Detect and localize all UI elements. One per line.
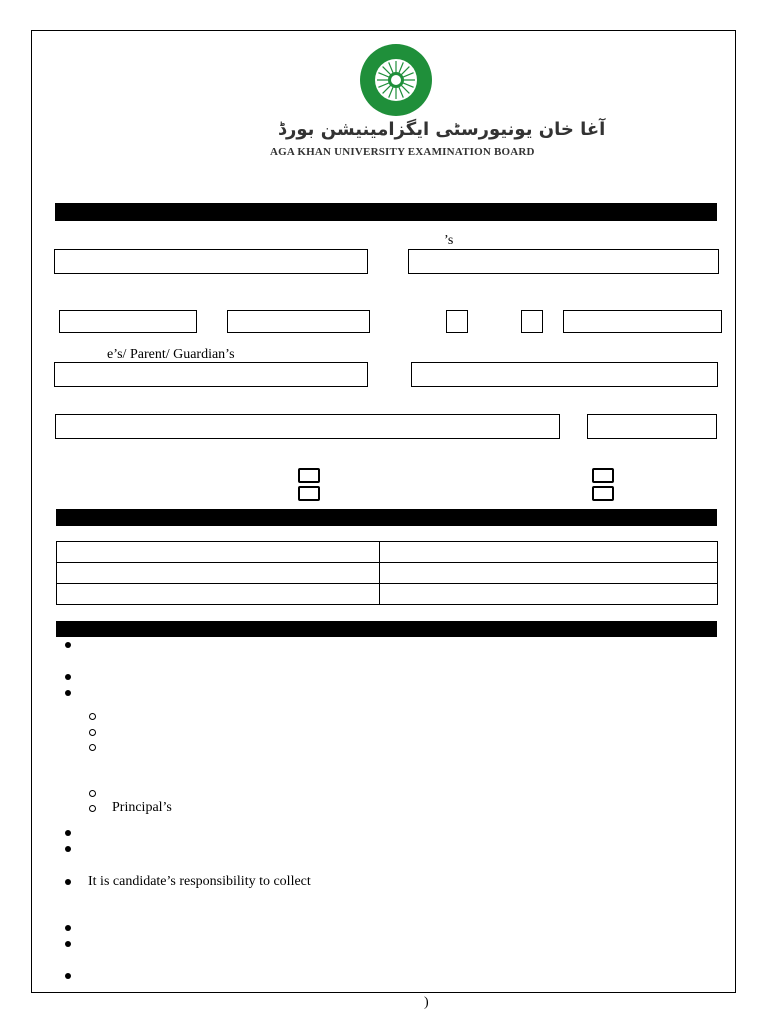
university-seal bbox=[359, 43, 433, 117]
dob-field[interactable] bbox=[59, 310, 197, 333]
extra-field[interactable] bbox=[563, 310, 722, 333]
address-field[interactable] bbox=[55, 414, 560, 439]
label-guardian: e’s/ Parent/ Guardian’s bbox=[107, 347, 235, 362]
footer-paren: ) bbox=[424, 995, 429, 1010]
section-bar-instructions bbox=[56, 621, 717, 637]
bullet-4 bbox=[65, 830, 71, 836]
collect-text: It is candidate’s responsibility to collect bbox=[88, 874, 311, 889]
table-cell[interactable] bbox=[380, 563, 718, 584]
guardian-name-field[interactable] bbox=[54, 362, 368, 387]
principal-text: Principal’s bbox=[112, 800, 172, 815]
board-name: AGA KHAN UNIVERSITY EXAMINATION BOARD bbox=[270, 146, 535, 158]
urdu-board-name: آغا خان یونیورسٹی ایگزامینیشن بورڈ bbox=[278, 119, 606, 140]
sub-bullet-1 bbox=[89, 713, 96, 720]
bullet-5 bbox=[65, 846, 71, 852]
bullet-2 bbox=[65, 674, 71, 680]
name-field[interactable] bbox=[54, 249, 368, 274]
bullet-6 bbox=[65, 879, 71, 885]
sub-bullet-3 bbox=[89, 744, 96, 751]
table-cell[interactable] bbox=[57, 563, 380, 584]
option-checkbox-2b[interactable] bbox=[592, 486, 614, 501]
sub-bullet-2 bbox=[89, 729, 96, 736]
table-row bbox=[57, 584, 718, 605]
table-row bbox=[57, 542, 718, 563]
sub-bullet-4 bbox=[89, 790, 96, 797]
id-field[interactable] bbox=[227, 310, 370, 333]
subjects-table bbox=[56, 541, 718, 605]
label-possessive: ’s bbox=[444, 233, 454, 248]
sub-bullet-5 bbox=[89, 805, 96, 812]
postal-field[interactable] bbox=[587, 414, 717, 439]
bullet-8 bbox=[65, 941, 71, 947]
bullet-1 bbox=[65, 642, 71, 648]
bullet-3 bbox=[65, 690, 71, 696]
relation-name-field[interactable] bbox=[408, 249, 719, 274]
section-bar-personal bbox=[55, 203, 717, 221]
table-cell[interactable] bbox=[380, 584, 718, 605]
table-cell[interactable] bbox=[380, 542, 718, 563]
bullet-9 bbox=[65, 973, 71, 979]
guardian-contact-field[interactable] bbox=[411, 362, 718, 387]
gender-checkbox-1[interactable] bbox=[446, 310, 468, 333]
option-checkbox-1a[interactable] bbox=[298, 468, 320, 483]
table-cell[interactable] bbox=[57, 542, 380, 563]
table-cell[interactable] bbox=[57, 584, 380, 605]
option-checkbox-1b[interactable] bbox=[298, 486, 320, 501]
bullet-7 bbox=[65, 925, 71, 931]
section-bar-subjects bbox=[56, 509, 717, 526]
option-checkbox-2a[interactable] bbox=[592, 468, 614, 483]
table-row bbox=[57, 563, 718, 584]
gender-checkbox-2[interactable] bbox=[521, 310, 543, 333]
